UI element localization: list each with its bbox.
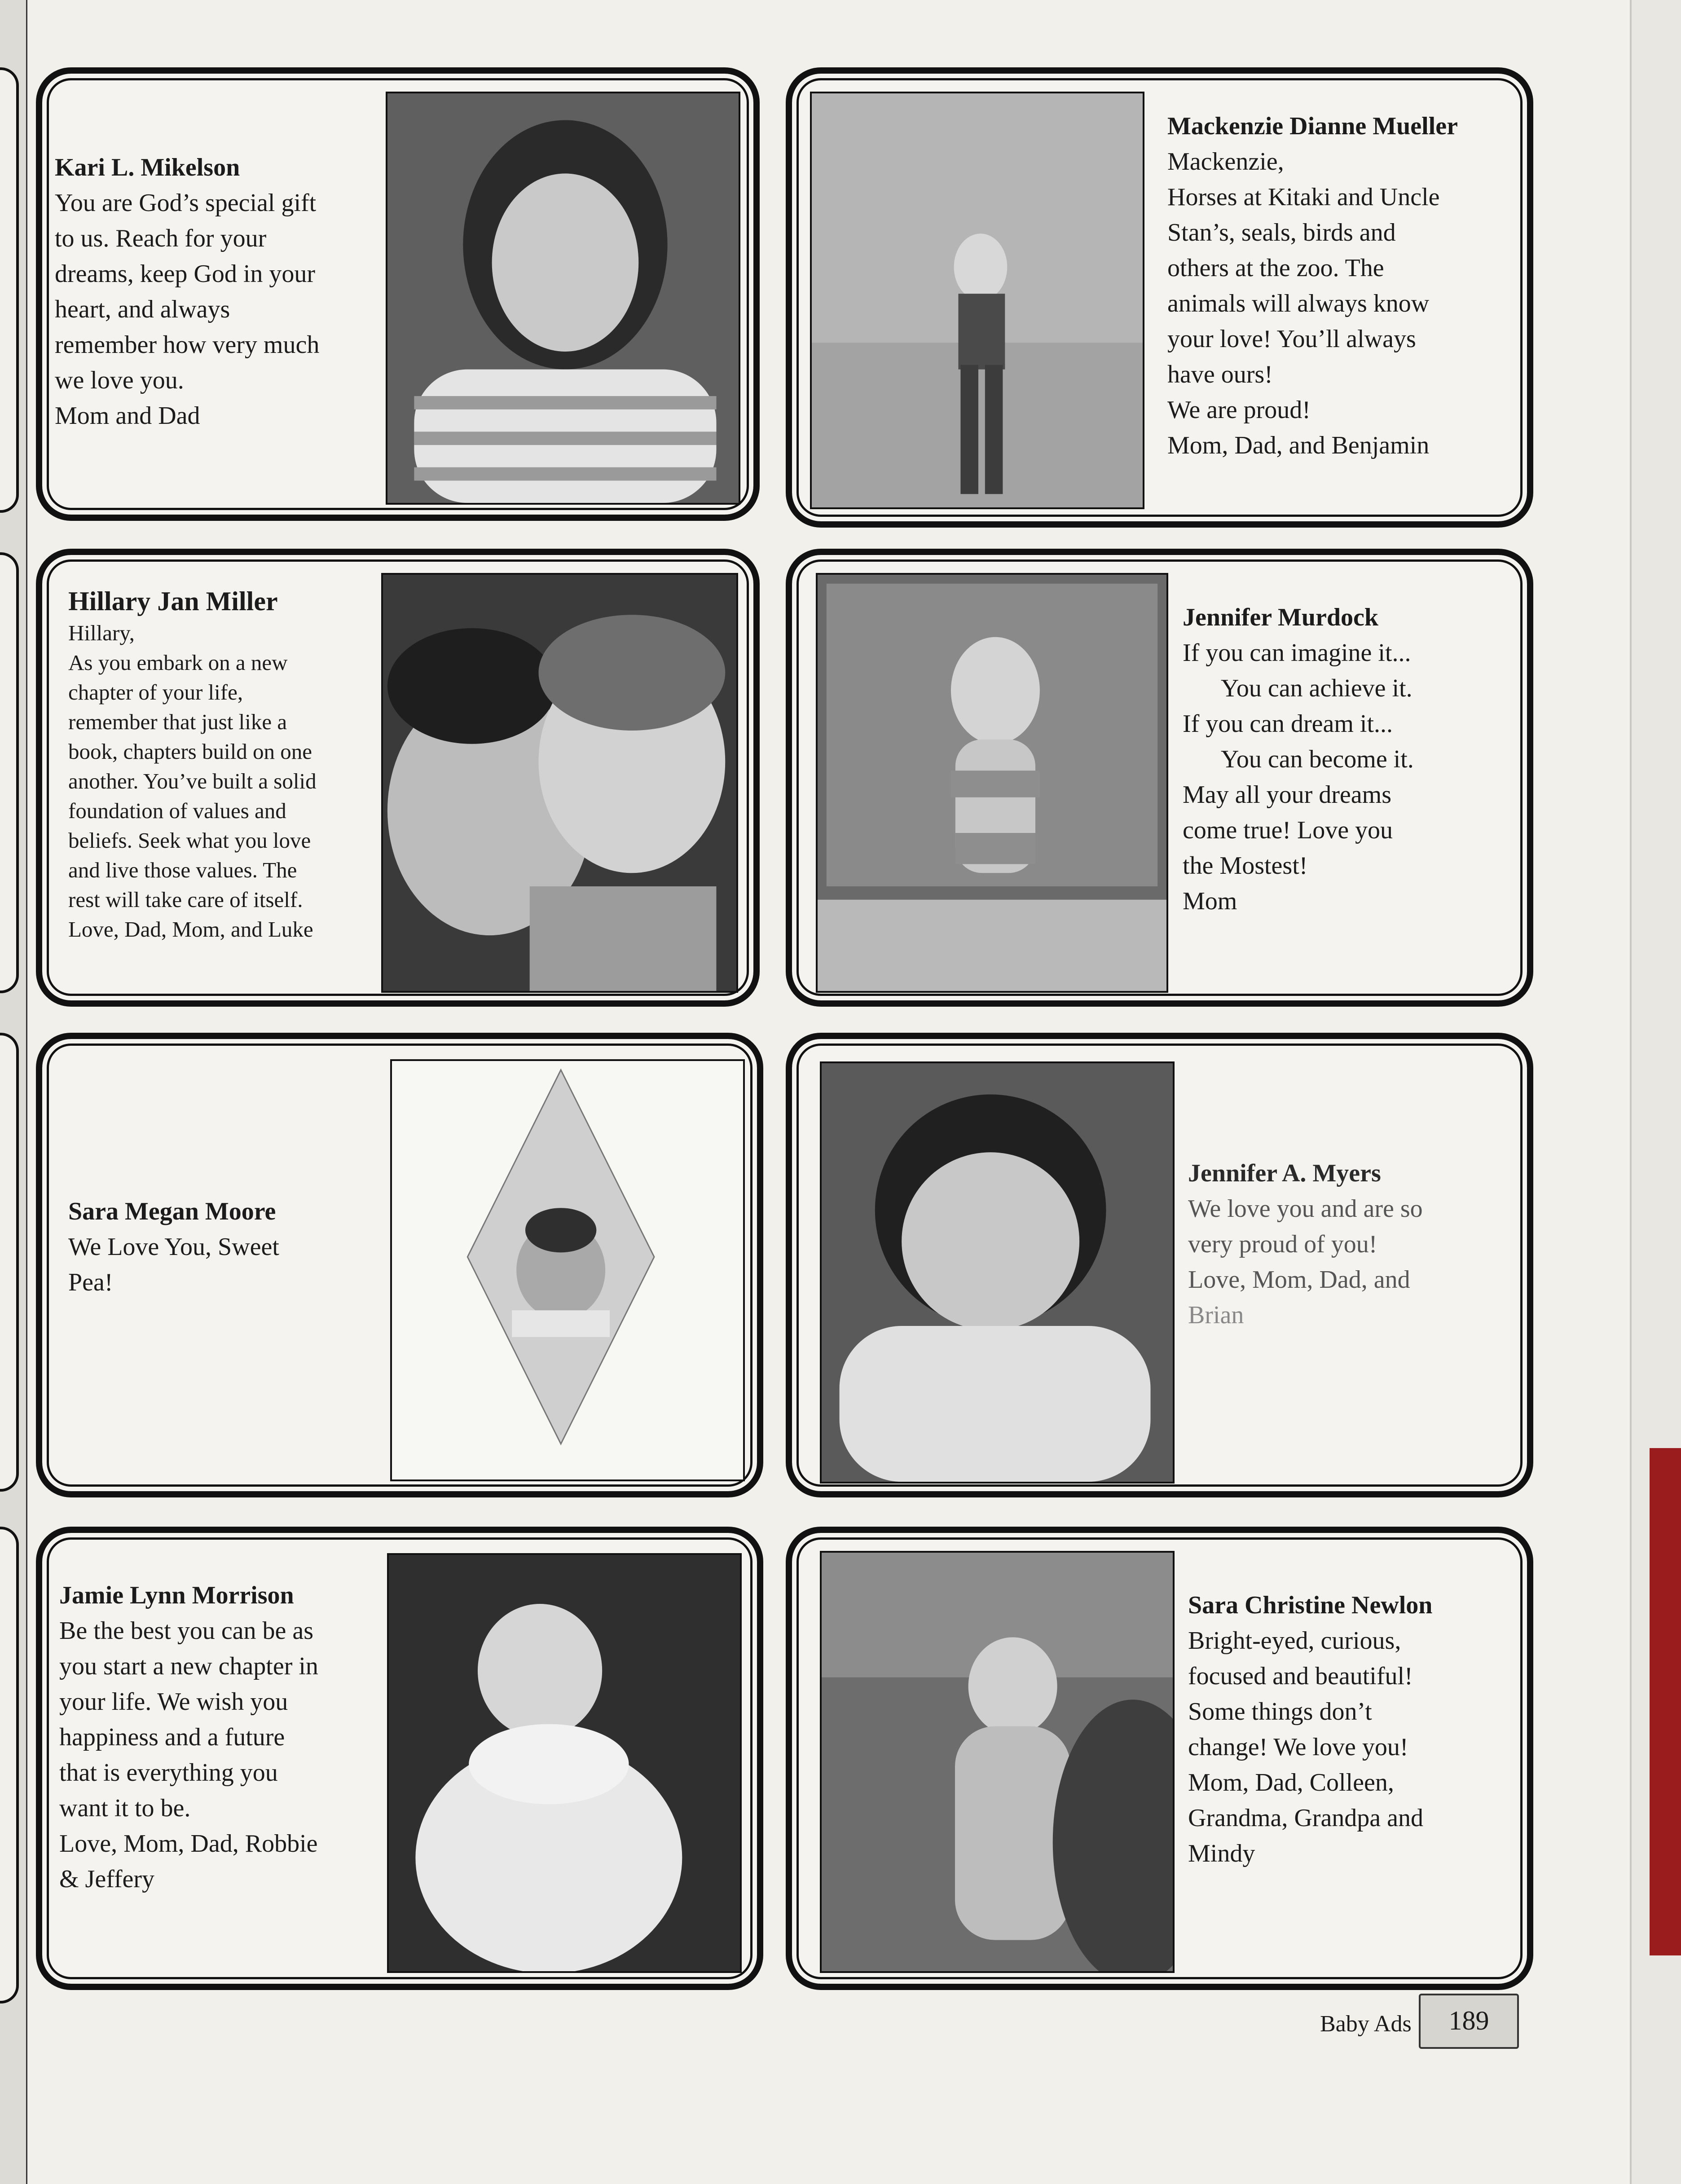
ad-message-line: another. You’ve built a solid — [68, 769, 317, 793]
ad-name: Hillary Jan Miller — [68, 586, 278, 616]
ad-message-line: Mindy — [1188, 1840, 1255, 1867]
ad-message-line: Some things don’t — [1188, 1698, 1372, 1726]
ad-message-line: the Mostest! — [1183, 852, 1308, 880]
ad-message-line: your love! You’ll always — [1167, 325, 1416, 353]
ad-message-line: Mom and Dad — [55, 402, 200, 430]
ad-message-line: to us. Reach for your — [55, 225, 267, 252]
child-photo — [387, 1553, 742, 1973]
ad-message-line: Love, Mom, Dad, Robbie — [59, 1830, 318, 1858]
ad-name: Kari L. Mikelson — [55, 154, 240, 181]
previous-page-edge — [0, 1527, 19, 2003]
child-photo — [810, 92, 1144, 509]
ad-message-line: very proud of you! — [1188, 1230, 1377, 1258]
baby-ad-card — [36, 67, 760, 521]
ad-message-line: you start a new chapter in — [59, 1652, 318, 1680]
baby-ad-card — [786, 1033, 1533, 1497]
child-photo — [386, 92, 740, 505]
ad-message-line: May all your dreams — [1183, 781, 1391, 809]
ad-text — [1167, 109, 1458, 463]
ad-name: Jamie Lynn Morrison — [59, 1581, 294, 1609]
ad-message-line: As you embark on a new — [68, 650, 288, 675]
ad-message-line: want it to be. — [59, 1794, 191, 1822]
ad-message-line: foundation of values and — [68, 798, 286, 823]
child-photo — [390, 1059, 745, 1481]
ad-message-line: Be the best you can be as — [59, 1617, 314, 1645]
ad-message-line: & Jeffery — [59, 1865, 154, 1893]
ad-message-line: dreams, keep God in your — [55, 260, 316, 288]
child-photo — [381, 573, 738, 993]
ad-message-line: Stan’s, seals, birds and — [1167, 219, 1396, 247]
ad-name: Sara Megan Moore — [68, 1198, 276, 1225]
ad-message-line: Mom, Dad, and Benjamin — [1167, 432, 1430, 459]
previous-page-edge — [0, 67, 19, 513]
ad-message-line: focused and beautiful! — [1188, 1662, 1413, 1690]
ad-name: Mackenzie Dianne Mueller — [1167, 112, 1458, 140]
previous-page-edge — [0, 1033, 19, 1492]
ad-message-line: You can become it. — [1221, 745, 1414, 773]
ad-message-line: Mom — [1183, 887, 1237, 915]
ad-message-line: We love you and are so — [1188, 1195, 1423, 1223]
ad-text — [1188, 1588, 1432, 1871]
ad-message-line: We are proud! — [1167, 396, 1311, 424]
ad-message-line: animals will always know — [1167, 290, 1430, 317]
ad-text — [59, 1578, 318, 1897]
ad-message-line: change! We love you! — [1188, 1733, 1408, 1761]
section-label: Baby Ads — [1320, 2011, 1412, 2037]
child-photo — [816, 573, 1168, 993]
baby-ad-card — [786, 1527, 1533, 1990]
ad-message-line: beliefs. Seek what you love — [68, 828, 311, 853]
ad-message-line: heart, and always — [55, 295, 230, 323]
ad-message-line: that is everything you — [59, 1759, 278, 1787]
ad-message-line: remember how very much — [55, 331, 320, 359]
baby-ad-card — [36, 549, 760, 1007]
ad-message-line: You are God’s special gift — [55, 189, 317, 217]
ad-message-line: we love you. — [55, 366, 184, 394]
ad-message-line: If you can dream it... — [1183, 710, 1393, 738]
ad-message-line: have ours! — [1167, 361, 1273, 388]
page-number: 189 — [1448, 2006, 1489, 2035]
ad-message-line: and live those values. The — [68, 858, 297, 882]
ad-message-line: Brian — [1188, 1301, 1244, 1329]
ad-name: Sara Christine Newlon — [1188, 1591, 1433, 1619]
ad-message-line: Pea! — [68, 1268, 113, 1296]
ad-message-line: Mom, Dad, Colleen, — [1188, 1769, 1394, 1797]
ad-message-line: Mackenzie, — [1167, 148, 1284, 176]
ad-text — [68, 1194, 279, 1300]
ad-name: Jennifer A. Myers — [1188, 1159, 1381, 1187]
previous-page-edge — [0, 552, 19, 993]
ad-text — [68, 584, 317, 944]
ad-message-line: remember that just like a — [68, 709, 287, 734]
ad-text — [1183, 600, 1414, 919]
ad-text — [1188, 1156, 1423, 1333]
baby-ad-card — [786, 549, 1533, 1007]
baby-ad-card — [786, 67, 1533, 528]
child-photo — [820, 1551, 1175, 1973]
child-photo — [820, 1061, 1175, 1484]
ad-text — [55, 150, 319, 434]
ad-message-line: others at the zoo. The — [1167, 254, 1384, 282]
ad-name: Jennifer Murdock — [1183, 603, 1379, 631]
ad-message-line: Bright-eyed, curious, — [1188, 1627, 1401, 1655]
ad-message-line: If you can imagine it... — [1183, 639, 1411, 667]
cover-red-band — [1650, 1448, 1681, 1955]
baby-ad-card — [36, 1033, 763, 1497]
ad-message-line: your life. We wish you — [59, 1688, 288, 1716]
ad-message-line: We Love You, Sweet — [68, 1233, 279, 1261]
ad-message-line: rest will take care of itself. — [68, 887, 303, 912]
ad-message-line: You can achieve it. — [1221, 674, 1413, 702]
ad-message-line: Love, Mom, Dad, and — [1188, 1266, 1410, 1294]
ad-message-line: chapter of your life, — [68, 680, 243, 705]
book-icon — [1419, 1994, 1519, 2049]
ad-message-line: happiness and a future — [59, 1723, 285, 1751]
ad-message-line: book, chapters build on one — [68, 739, 312, 764]
ad-message-line: Horses at Kitaki and Uncle — [1167, 183, 1440, 211]
baby-ad-card — [36, 1527, 763, 1990]
ad-message-line: Love, Dad, Mom, and Luke — [68, 917, 313, 942]
ad-message-line: Hillary, — [68, 621, 135, 645]
ad-message-line: Grandma, Grandpa and — [1188, 1804, 1424, 1832]
ad-message-line: come true! Love you — [1183, 816, 1393, 844]
